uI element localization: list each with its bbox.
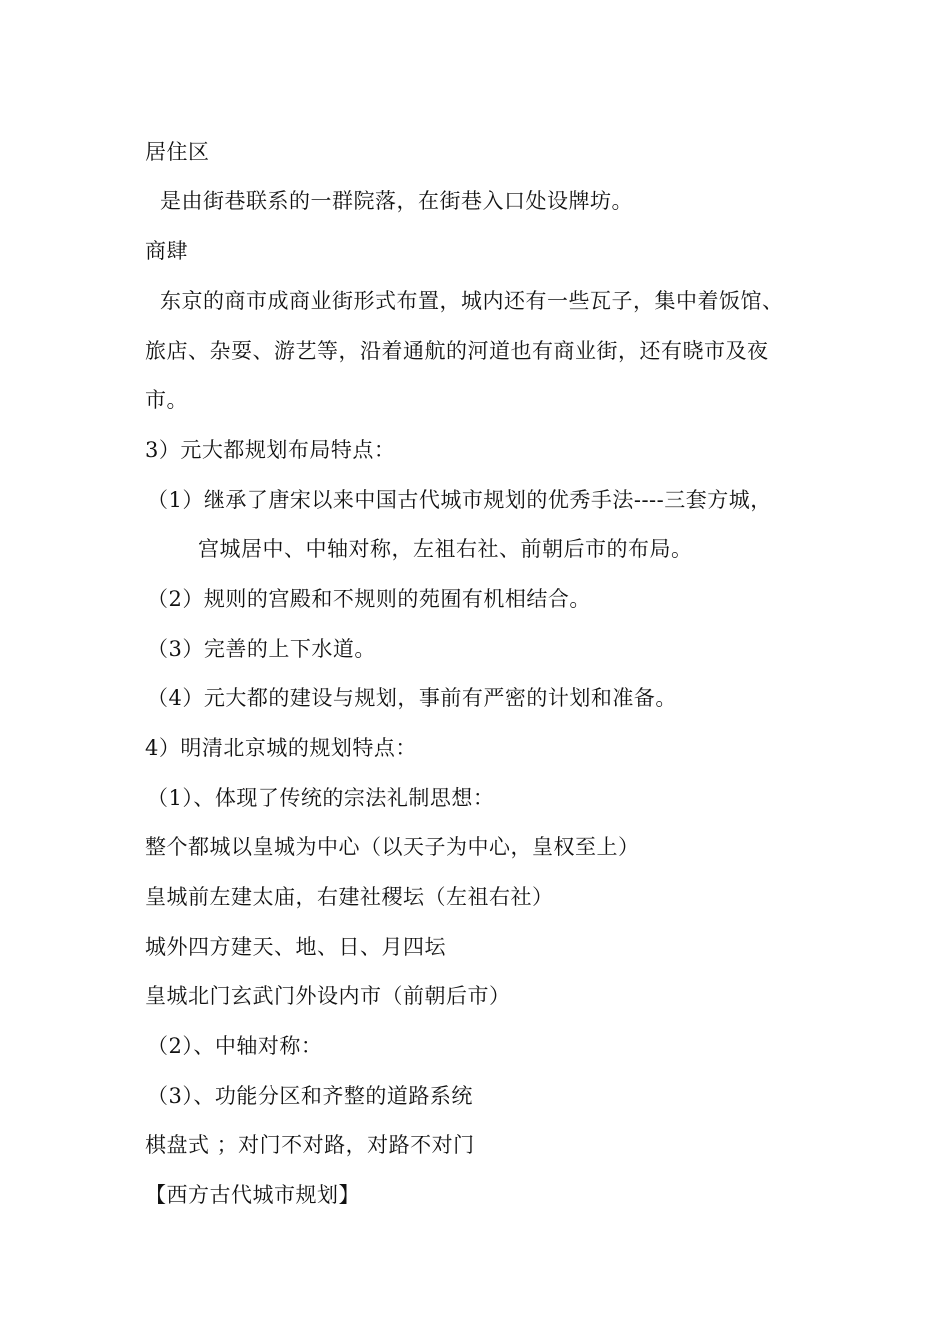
text-line-inner-market: 皇城北门玄武门外设内市（前朝后市） [145,984,511,1008]
text-line-ancestral-temple: 皇城前左建太庙，右建社稷坛（左祖右社） [145,885,554,909]
text-line-grid-pattern: 棋盘式 ；对门不对路，对路不对门 [145,1133,475,1157]
list-item-beijing-2: （2）、中轴对称： [147,1034,323,1058]
heading-yuan-dadu: 3）元大都规划布局特点： [145,438,396,462]
paragraph-shops-line-3: 市。 [145,388,188,412]
heading-ming-qing-beijing: 4）明清北京城的规划特点： [145,736,417,760]
text-line-four-altars: 城外四方建天、地、日、月四坛 [145,935,446,959]
text-line-capital-center: 整个都城以皇城为中心（以天子为中心，皇权至上） [145,835,640,859]
list-item-yuan-1: （1）继承了唐宋以来中国古代城市规划的优秀手法----三套方城， [147,488,772,512]
paragraph-shops-line-1: 东京的商市成商业街形式布置，城内还有一些瓦子，集中着饭馆、 [160,289,784,313]
list-item-yuan-1-continued: 宫城居中、中轴对称，左祖右社、前朝后市的布局。 [198,537,693,561]
list-item-beijing-3: （3）、功能分区和齐整的道路系统 [147,1084,473,1108]
paragraph-residential-description: 是由街巷联系的一群院落，在街巷入口处设牌坊。 [160,189,633,213]
list-item-yuan-2: （2）规则的宫殿和不规则的苑囿有机相结合。 [147,587,591,611]
list-item-beijing-1: （1）、体现了传统的宗法礼制思想： [147,786,495,810]
heading-shops: 商肆 [145,239,188,263]
heading-western-ancient-planning: 【西方古代城市规划】 [145,1183,360,1207]
heading-residential-area: 居住区 [145,140,210,164]
paragraph-shops-line-2: 旅店、杂耍、游艺等，沿着通航的河道也有商业街，还有晓市及夜 [145,339,769,363]
list-item-yuan-4: （4）元大都的建设与规划，事前有严密的计划和准备。 [147,686,677,710]
list-item-yuan-3: （3）完善的上下水道。 [147,637,376,661]
